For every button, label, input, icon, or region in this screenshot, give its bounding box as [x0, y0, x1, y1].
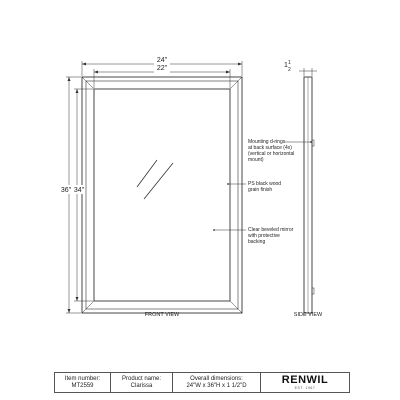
- dim-outer-height-label: 36": [60, 187, 72, 194]
- dim-arrow: [68, 77, 71, 81]
- brand-tagline: EST. 1967: [294, 386, 316, 390]
- dim-depth-whole: 1: [284, 62, 288, 69]
- brand-cell: [261, 373, 349, 392]
- product-name-value: Clarissa: [130, 382, 153, 389]
- note-line: at back surface (4x): [248, 145, 292, 151]
- note-line: mount): [248, 157, 264, 163]
- front-view: [82, 77, 242, 313]
- leader-dot: [227, 183, 229, 185]
- note-finish: [248, 181, 282, 193]
- brand-logo: RENWIL: [281, 374, 329, 386]
- side-view-label: SIDE VIEW: [293, 312, 323, 318]
- item-number-cell: [55, 373, 111, 392]
- dim-outer-width-label: 24": [156, 57, 168, 64]
- title-block: [54, 372, 350, 393]
- product-name-cell: [111, 373, 173, 392]
- dim-arrow: [76, 297, 79, 301]
- frame-outer-edge: [82, 77, 242, 313]
- item-number-label: Item number:: [64, 375, 101, 382]
- mirror-glass-edge: [94, 89, 230, 301]
- dim-arrow: [226, 71, 230, 74]
- dim-depth-fraction-den: 2: [288, 67, 291, 73]
- dim-arrow: [94, 71, 98, 74]
- note-line: PS black wood: [248, 181, 282, 187]
- frame-miter-top-right: [230, 77, 242, 89]
- glass-reflection-line: [137, 160, 157, 187]
- frame-miter-bottom-left: [82, 301, 94, 313]
- note-line: backing: [248, 239, 266, 245]
- note-mirror: [248, 227, 295, 245]
- leader-dot: [213, 229, 215, 231]
- product-name-label: Product name:: [121, 375, 162, 382]
- dim-depth-fraction: 1: [288, 60, 291, 66]
- side-view: [299, 68, 317, 313]
- frame-mid-edge: [86, 81, 238, 309]
- dim-inner-width-label: 22": [156, 65, 168, 72]
- dim-arrow: [238, 63, 242, 66]
- dim-arrow: [82, 63, 86, 66]
- note-mounting: [248, 139, 296, 163]
- dim-arrow: [76, 89, 79, 93]
- note-line: with protective: [248, 233, 280, 239]
- overall-dimensions-label: Overall dimensions:: [190, 375, 243, 382]
- note-line: grain finish: [248, 187, 273, 193]
- glass-reflection-line: [144, 163, 173, 199]
- frame-miter-top-left: [82, 77, 94, 89]
- leader-dot: [310, 141, 312, 143]
- overall-dimensions-cell: [173, 373, 261, 392]
- frame-miter-bottom-right: [230, 301, 242, 313]
- overall-dimensions-value: 24"W x 36"H x 1 1/2"D: [186, 382, 247, 389]
- dim-inner-height-label: 34": [73, 187, 85, 194]
- note-line: Mounting d-rings: [248, 139, 286, 145]
- note-line: (vertical or horizontal: [248, 151, 295, 157]
- front-view-label: FRONT VIEW: [144, 312, 180, 318]
- dim-arrow: [68, 309, 71, 313]
- note-line: Clear beveled mirror: [248, 227, 294, 233]
- item-number-value: MT2559: [71, 382, 94, 389]
